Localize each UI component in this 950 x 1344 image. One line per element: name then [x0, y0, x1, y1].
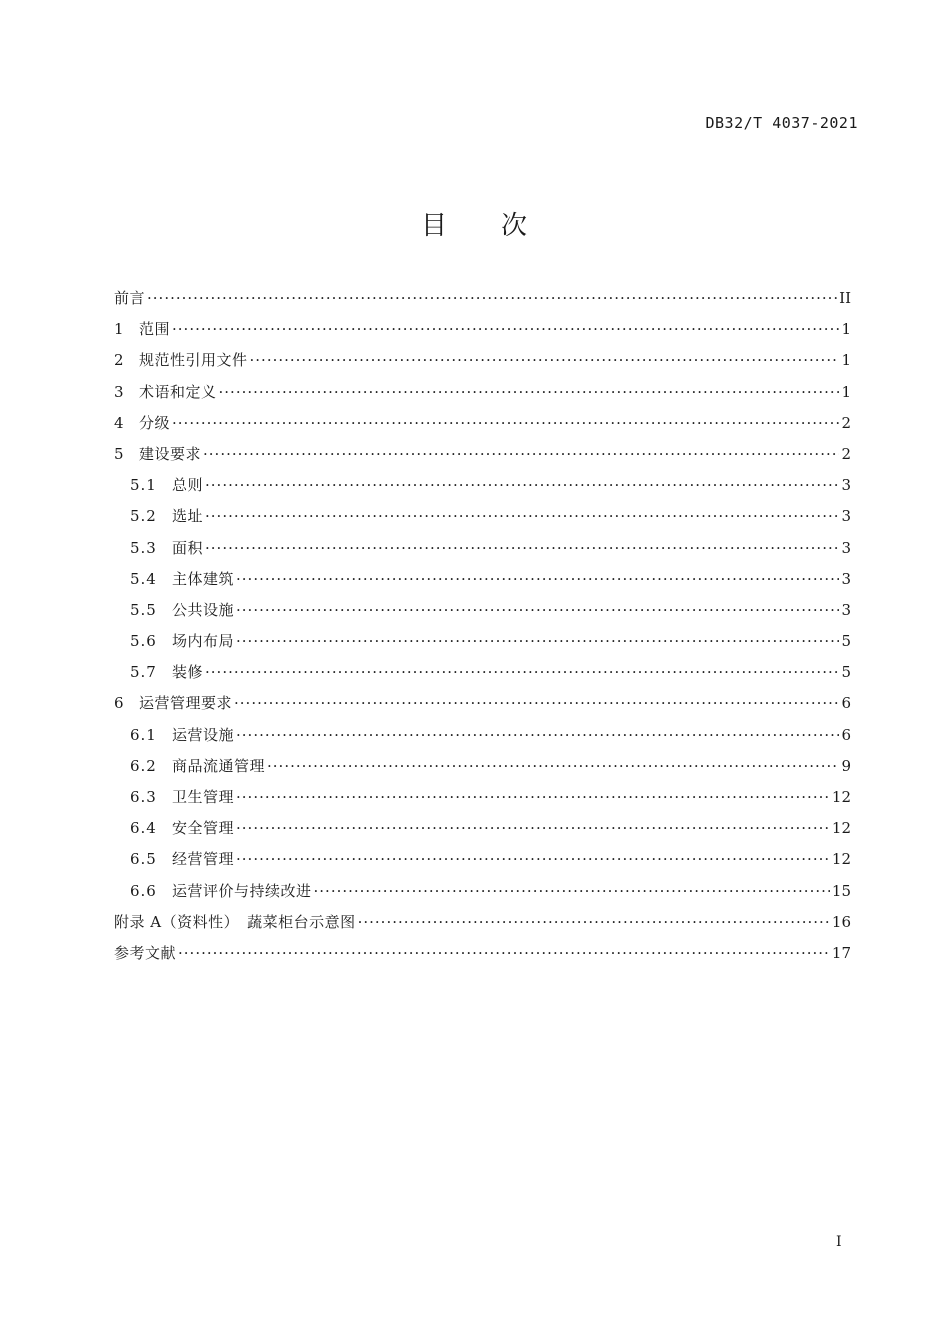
toc-entry-number: 6.4 — [130, 819, 157, 838]
document-code: DB32/T 4037-2021 — [705, 114, 858, 132]
toc-entry-number: 5.5 — [130, 600, 157, 619]
toc-entry-page: 1 — [841, 382, 851, 401]
page-number: I — [836, 1234, 842, 1250]
table-of-contents — [114, 283, 851, 969]
toc-entry-6-4[interactable] — [114, 813, 851, 844]
toc-entry-6[interactable] — [114, 688, 851, 719]
toc-entry-5-7[interactable] — [114, 657, 851, 688]
toc-leader-dots — [178, 938, 830, 969]
toc-entry-references[interactable] — [114, 938, 851, 969]
toc-entry-page: 15 — [831, 881, 851, 900]
toc-leader-dots — [205, 657, 839, 688]
toc-entry-page: 12 — [831, 850, 851, 869]
toc-entry-label: 公共设施 — [172, 600, 235, 619]
toc-entry-label: 建设要求 — [139, 444, 202, 463]
toc-entry-label: 规范性引用文件 — [139, 351, 248, 370]
toc-title — [0, 205, 950, 242]
toc-entry-appendix-a[interactable] — [114, 907, 851, 938]
toc-leader-dots — [219, 377, 840, 408]
toc-entry-page: 12 — [831, 788, 851, 806]
toc-entry-label: 场内布局 — [172, 632, 235, 651]
toc-entry-6-1[interactable] — [114, 720, 851, 751]
toc-leader-dots — [172, 314, 839, 345]
toc-title-part2: 次 — [501, 211, 530, 241]
toc-entry-label: 分级 — [139, 413, 171, 432]
toc-entry-label: 面积 — [172, 538, 204, 557]
toc-entry-page: 2 — [841, 413, 851, 432]
toc-entry-number: 5.3 — [130, 538, 157, 557]
toc-leader-dots — [205, 501, 839, 532]
toc-entry-6-5[interactable] — [114, 844, 851, 875]
toc-leader-dots — [203, 439, 839, 470]
toc-entry-number: 5.4 — [130, 569, 157, 588]
toc-entry-page: 6 — [841, 725, 851, 744]
toc-entry-label: 前言 — [114, 289, 146, 307]
toc-entry-number: 4 — [114, 413, 124, 432]
toc-entry-5-6[interactable] — [114, 626, 851, 657]
toc-entry-label: 运营管理要求 — [139, 694, 233, 713]
toc-entry-label: 主体建筑 — [172, 569, 235, 588]
toc-entry-label: 范围 — [139, 320, 171, 339]
toc-entry-label: 经营管理 — [172, 850, 235, 869]
toc-leader-dots — [236, 844, 830, 875]
toc-entry-label: 选址 — [172, 507, 204, 526]
toc-entry-number: 6.6 — [130, 881, 157, 900]
toc-entry-foreword[interactable] — [114, 283, 851, 314]
toc-entry-page: 3 — [841, 507, 851, 526]
toc-entry-4[interactable] — [114, 408, 851, 439]
toc-entry-label: 运营设施 — [172, 725, 235, 744]
toc-entry-page: 3 — [841, 600, 851, 619]
toc-entry-1[interactable] — [114, 314, 851, 345]
toc-entry-5-3[interactable] — [114, 533, 851, 564]
toc-entry-5-5[interactable] — [114, 595, 851, 626]
toc-leader-dots — [234, 688, 839, 719]
toc-entry-number: 5.2 — [130, 507, 157, 526]
toc-leader-dots — [250, 345, 840, 376]
toc-entry-page: 6 — [841, 694, 851, 713]
toc-leader-dots — [236, 720, 839, 751]
toc-entry-label: 总则 — [172, 476, 204, 495]
toc-entry-number: 6.2 — [130, 756, 157, 775]
toc-entry-5[interactable] — [114, 439, 851, 470]
toc-entry-label: 安全管理 — [172, 819, 235, 838]
toc-entry-page: 16 — [831, 912, 851, 931]
toc-leader-dots — [267, 751, 839, 782]
toc-entry-page: II — [839, 289, 851, 307]
toc-entry-page: 9 — [841, 756, 851, 775]
toc-entry-page: 3 — [841, 476, 851, 495]
toc-entry-label: 参考文献 — [114, 943, 177, 962]
toc-entry-6-3[interactable] — [114, 782, 851, 813]
toc-title-part1: 目 — [420, 211, 449, 241]
toc-entry-label: 卫生管理 — [172, 788, 235, 806]
toc-entry-label: 运营评价与持续改进 — [172, 881, 312, 900]
toc-entry-page: 1 — [841, 320, 851, 339]
toc-entry-page: 17 — [831, 943, 851, 962]
toc-entry-number: 6.1 — [130, 725, 157, 744]
toc-entry-2[interactable] — [114, 345, 851, 376]
toc-entry-6-6[interactable] — [114, 876, 851, 907]
toc-entry-number: 5.1 — [130, 476, 157, 495]
toc-leader-dots — [236, 564, 839, 595]
toc-entry-number: 5.6 — [130, 632, 157, 651]
toc-entry-number: 5 — [114, 444, 124, 463]
toc-leader-dots — [236, 626, 839, 657]
toc-leader-dots — [236, 782, 830, 813]
toc-entry-number: 6.3 — [130, 788, 157, 806]
toc-leader-dots — [147, 283, 837, 314]
toc-leader-dots — [205, 470, 839, 501]
toc-entry-number: 5.7 — [130, 663, 157, 682]
toc-entry-number: 6 — [114, 694, 124, 713]
toc-leader-dots — [358, 907, 830, 938]
toc-entry-5-4[interactable] — [114, 564, 851, 595]
toc-entry-page: 2 — [841, 444, 851, 463]
toc-leader-dots — [172, 408, 839, 439]
toc-entry-label: 附录 A（资料性） 蔬菜柜台示意图 — [114, 912, 356, 931]
toc-entry-page: 3 — [841, 538, 851, 557]
toc-entry-page: 1 — [841, 351, 851, 370]
toc-entry-number: 2 — [114, 351, 124, 370]
toc-entry-page: 12 — [831, 819, 851, 838]
toc-entry-number: 1 — [114, 320, 124, 339]
toc-leader-dots — [205, 533, 839, 564]
toc-leader-dots — [236, 813, 830, 844]
toc-entry-3[interactable] — [114, 377, 851, 408]
toc-entry-5-1[interactable] — [114, 470, 851, 501]
toc-entry-label: 装修 — [172, 663, 204, 682]
toc-leader-dots — [236, 595, 839, 626]
toc-entry-page: 3 — [841, 569, 851, 588]
toc-leader-dots — [314, 876, 830, 907]
toc-entry-5-2[interactable] — [114, 501, 851, 532]
toc-entry-label: 商品流通管理 — [172, 756, 266, 775]
toc-entry-number: 6.5 — [130, 850, 157, 869]
toc-entry-number: 3 — [114, 382, 124, 401]
toc-entry-page: 5 — [841, 632, 851, 651]
toc-entry-page: 5 — [841, 663, 851, 682]
toc-entry-6-2[interactable] — [114, 751, 851, 782]
toc-entry-label: 术语和定义 — [139, 382, 217, 401]
